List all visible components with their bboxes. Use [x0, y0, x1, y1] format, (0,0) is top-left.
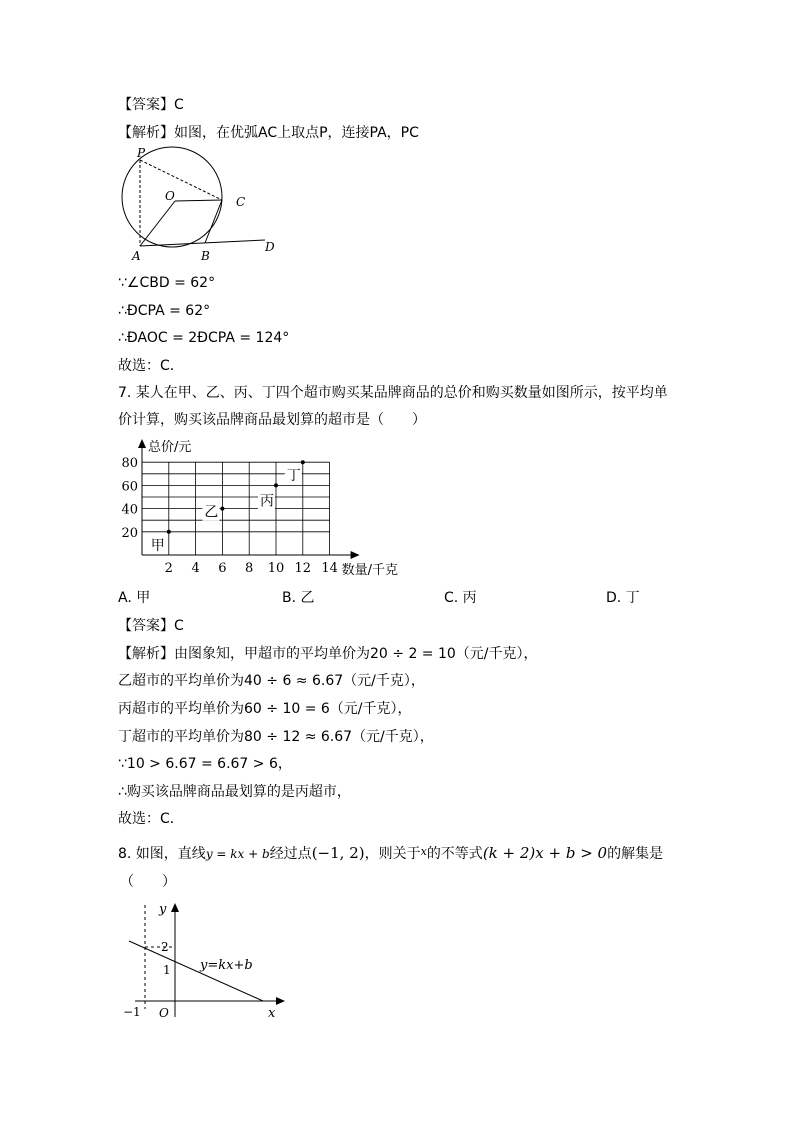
- q6-step3: ∴ÐAOC = 2ÐCPA = 124°: [118, 330, 290, 346]
- q8-point: (−1, 2): [311, 844, 365, 862]
- q8-stem-d: 的不等式: [426, 846, 483, 862]
- q7-solution-4: 丁超市的平均单价为80 ÷ 12 ≈ 6.67（元/千克），: [118, 729, 434, 745]
- x-axis-label: 数量/千克: [341, 563, 398, 578]
- y-tick-label: 40: [121, 502, 138, 518]
- label-x: x: [268, 1006, 276, 1021]
- label-c: C: [236, 195, 246, 209]
- label-1: 1: [163, 963, 171, 977]
- x-tick-label: 4: [191, 561, 200, 576]
- q7-solution-5: ∵10 > 6.67 = 6.67 > 6，: [118, 756, 292, 772]
- y-tick-label: 20: [121, 525, 138, 541]
- q7-option-b: B. 乙: [282, 590, 315, 606]
- point-label: 乙: [204, 504, 219, 521]
- label-o: O: [165, 189, 175, 203]
- q7-solution-2: 乙超市的平均单价为40 ÷ 6 ≈ 6.67（元/千克），: [118, 673, 425, 689]
- x-tick-label: 8: [245, 561, 254, 576]
- q8-stem-e: 的解集是: [607, 846, 664, 862]
- label-d: D: [265, 240, 275, 254]
- q7-stem-line2: 价计算，购买该品牌商品最划算的超市是（ ）: [118, 412, 426, 428]
- x-axis-arrow: [351, 551, 360, 559]
- y-tick-label: 80: [121, 456, 138, 472]
- point-label: 丁: [286, 468, 301, 485]
- label-b: B: [201, 249, 210, 263]
- label-neg1: −1: [123, 1005, 141, 1019]
- point-label: 丙: [260, 493, 274, 510]
- x-tick-label: 2: [164, 561, 173, 576]
- q7-option-a: A. 甲: [118, 590, 151, 606]
- x-tick-label: 12: [294, 561, 312, 576]
- q7-chart: [110, 435, 420, 583]
- point-label: 甲: [150, 537, 165, 554]
- q7-option-c: C. 丙: [444, 590, 477, 606]
- q7-solution-3: 丙超市的平均单价为60 ÷ 10 = 6（元/千克），: [118, 701, 412, 717]
- x-axis-arrow: [276, 997, 285, 1005]
- seg-oa: [140, 201, 175, 246]
- seg-cb: [205, 200, 222, 243]
- q8-inequality: (k + 2)x + b > 0: [482, 844, 608, 862]
- q8-equation: y = kx + b: [205, 847, 270, 861]
- y-axis-label: 总价/元: [148, 440, 192, 455]
- q6-step1: ∵∠CBD = 62°: [118, 275, 216, 291]
- q6-choice: 故选：C．: [118, 358, 184, 374]
- q6-circle-figure: [115, 142, 285, 267]
- label-line: y=kx+b: [200, 958, 253, 973]
- label-a: A: [132, 249, 141, 263]
- q8-stem: [118, 843, 663, 863]
- ray-ad: [140, 240, 265, 246]
- q6-step2: ∴ÐCPA = 62°: [118, 303, 211, 319]
- data-point: [274, 483, 278, 487]
- seg-oc: [175, 200, 222, 201]
- q6-analysis: 【解析】如图，在优弧AC上取点P，连接PA，PC: [118, 125, 419, 141]
- chord-pc: [140, 160, 222, 200]
- q8-stem-b: 经过点: [269, 846, 312, 862]
- x-tick-label: 14: [321, 561, 338, 576]
- label-y: y: [159, 902, 167, 917]
- q8-figure: [115, 895, 295, 1023]
- y-axis-arrow: [138, 439, 146, 448]
- label-p: P: [137, 146, 146, 160]
- x-tick-label: 6: [218, 561, 227, 576]
- q7-solution-1: 【解析】由图象知，甲超市的平均单价为20 ÷ 2 = 10（元/千克），: [118, 646, 538, 662]
- label-origin: O: [159, 1006, 169, 1020]
- data-point: [167, 530, 171, 534]
- q7-solution-6: ∴购买该品牌商品最划算的是丙超市，: [118, 784, 351, 800]
- y-tick-label: 60: [121, 479, 138, 495]
- q7-answer: 【答案】C: [118, 618, 184, 634]
- x-tick-label: 10: [267, 561, 285, 576]
- q7-stem-line1: 7. 某人在甲、乙、丙、丁四个超市购买某品牌商品的总价和购买数量如图所示，按平均单: [118, 385, 668, 401]
- q6-answer: 【答案】C: [118, 97, 184, 113]
- q8-stem-c: ，则关于: [364, 846, 421, 862]
- q8-stem-a: 8. 如图，直线: [118, 846, 206, 862]
- data-point: [220, 507, 224, 511]
- q7-option-d: D. 丁: [606, 590, 640, 606]
- q8-var: x: [420, 845, 427, 858]
- q8-paren: （ ）: [120, 874, 176, 890]
- y-axis-arrow: [171, 903, 179, 912]
- data-point: [301, 460, 305, 464]
- label-2: 2: [161, 940, 169, 954]
- q7-choice: 故选：C．: [118, 811, 184, 827]
